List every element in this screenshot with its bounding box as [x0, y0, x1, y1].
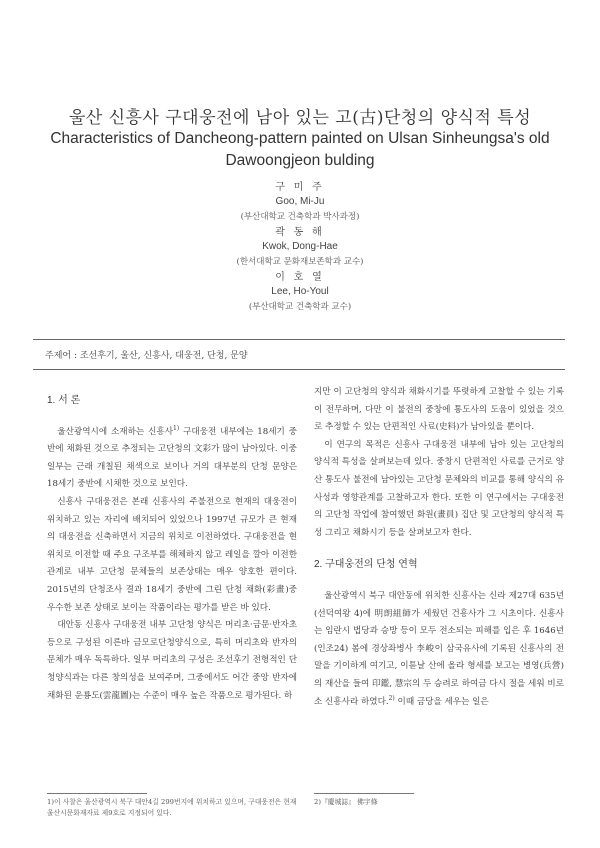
- author-name-ko: 이 호 열: [275, 272, 325, 283]
- author-name-en: Lee, Ho-Youl: [271, 286, 329, 297]
- paragraph: 대안동 신흥사 구대웅전 내부 고단청 양식은 머리초·금문·반자초 등으로 구성된 이른바 금모로단청양식으로, 특히 머리초와 반자의 문체가 매우 독특하다. 일부 머리초의 구성은 조선후기 전형적인 단청양식과는 다른 창의성을 보여주며, 그중에서도 어간 중앙 반자에 채화된 운룡도(雲龍圖)는 수준이 매우 높은 작품으로 평가된다. 하: [47, 620, 297, 701]
- keywords-top-rule: [33, 339, 565, 340]
- author-block: [0, 180, 600, 315]
- paragraph-text: 울산광역시에 소재하는 신흥사: [57, 426, 174, 437]
- footnote-1: 1)이 사찰은 울산광역시 북구 대안4길 299번지에 위치하고 있으며, 구대웅전은 현재 울산시문화재자료 제9호로 지정되어 있다.: [47, 798, 297, 817]
- section-heading-history: 2. 구대웅전의 단청 연혁: [314, 559, 418, 571]
- paragraph: 지만 이 고단청의 양식과 채화시기를 뚜렷하게 고찰할 수 있는 기록이 전무하며, 다만 이 불전의 중창에 통도사의 도움이 있었을 것으로 추정할 수 있는 단편적인 사료(史料)가 남아있을 뿐이다.: [314, 387, 564, 433]
- footnote-2: 2)『慶城誌』 佛宇條: [314, 798, 378, 806]
- author-name-ko: 구 미 주: [275, 182, 325, 193]
- title-korean: 울산 신흥사 구대웅전에 남아 있는 고(古)단청의 양식적 특성: [68, 108, 532, 128]
- title-english-line2: Dawoongjeon bulding: [225, 152, 375, 169]
- author-affiliation: (부산대학교 건축학과 박사과정): [240, 212, 360, 222]
- footnote-marker: 2): [388, 694, 395, 702]
- paragraph-text: 이때 금당을 세우는 일은: [394, 696, 489, 707]
- section-heading-introduction: 1. 서 론: [47, 395, 81, 406]
- keywords-bottom-rule: [33, 369, 565, 370]
- author-affiliation: (한서대학교 문화재보존학과 교수): [236, 257, 364, 267]
- title-english-line1: Characteristics of Dancheong-pattern painted on Ulsan Sinheungsa's old: [50, 130, 550, 147]
- paragraph-text: 구대웅전 내부에는 18세기 중반에 채화된 것으로 추정되는 고단청의 文彩가 많이 남아있다. 이중 일부는 근래 개칠된 채색으로 보이나 거의 대부분의 단청 문양은 18세기 중반에 시채한 것으로 보인다.: [47, 426, 297, 490]
- author-name-en: Kwok, Dong-Hae: [262, 241, 338, 252]
- paragraph-text: 울산광역시 북구 대안동에 위치한 신흥사는 신라 제27대 635년(선덕여왕 4)에 明朗組師가 세웠던 건흥사가 그 시초이다. 신흥사는 임란시 법당과 승방 등이 모두 전소되는 피해를 입은 후 1646년(인조24) 봄에 경상좌병사 李峻이 삼국유사에 기록된 신흥사의 전말을 기이하게 여기고, 이튿날 산에 올라 형세를 보고는 병영(兵營)의 재산을 들여 印鑑, 慧宗의 두 승려로 하여금 다시 절을 세워 비로소 신흥사라 하였다.: [314, 590, 564, 707]
- author-name-ko: 곽 동 해: [275, 227, 325, 238]
- footnote-rule: [314, 793, 414, 794]
- author-affiliation: (부산대학교 건축학과 교수): [248, 302, 352, 312]
- paragraph: 신흥사 구대웅전은 본래 신흥사의 주불전으로 현재의 대웅전이 위치하고 있는 자리에 배치되어 있었으나 1997년 규모가 큰 현재의 대웅전을 신축하면서 지금의 위치로 이전하였다. 구대웅전을 현 위치로 이전할 때 주요 구조부를 해체하지 않고 레일을 깔아 이전한 관계로 내부 고단청 문체들의 보존상태는 매우 양호한 편이다. 2015년의 단청조사 결과 18세기 중반에 그린 단청 채화(彩畫)중 우수한 보존 상태로 보이는 작품이라는 평가를 받은 바 있다.: [47, 496, 297, 613]
- footnote-marker: 1): [173, 424, 180, 432]
- paragraph: 이 연구의 목적은 신흥사 구대웅전 내부에 남아 있는 고단청의 양식적 특성을 살펴보는데 있다. 중창시 단편적인 사료를 근거로 양산 통도사 불전에 남아있는 고단청 문체와의 비교를 통해 양식의 유사성과 영향관계를 고찰하고자 한다. 또한 이 연구에서는 구대웅전의 고단청 작업에 참여했던 화원(畫員) 집단 및 고단청의 양식적 특성 그리고 채화시기 등을 살펴보고자 한다.: [314, 439, 564, 538]
- left-column: [47, 384, 297, 705]
- title-english: [0, 128, 600, 172]
- footnote-rule: [47, 793, 147, 794]
- right-column: [314, 384, 564, 711]
- paragraph: [314, 588, 564, 711]
- keywords: 주제어 : 조선후기, 울산, 신흥사, 대웅전, 단청, 문양: [45, 351, 248, 361]
- paragraph: [47, 424, 297, 494]
- author-name-en: Goo, Mi-Ju: [275, 196, 325, 207]
